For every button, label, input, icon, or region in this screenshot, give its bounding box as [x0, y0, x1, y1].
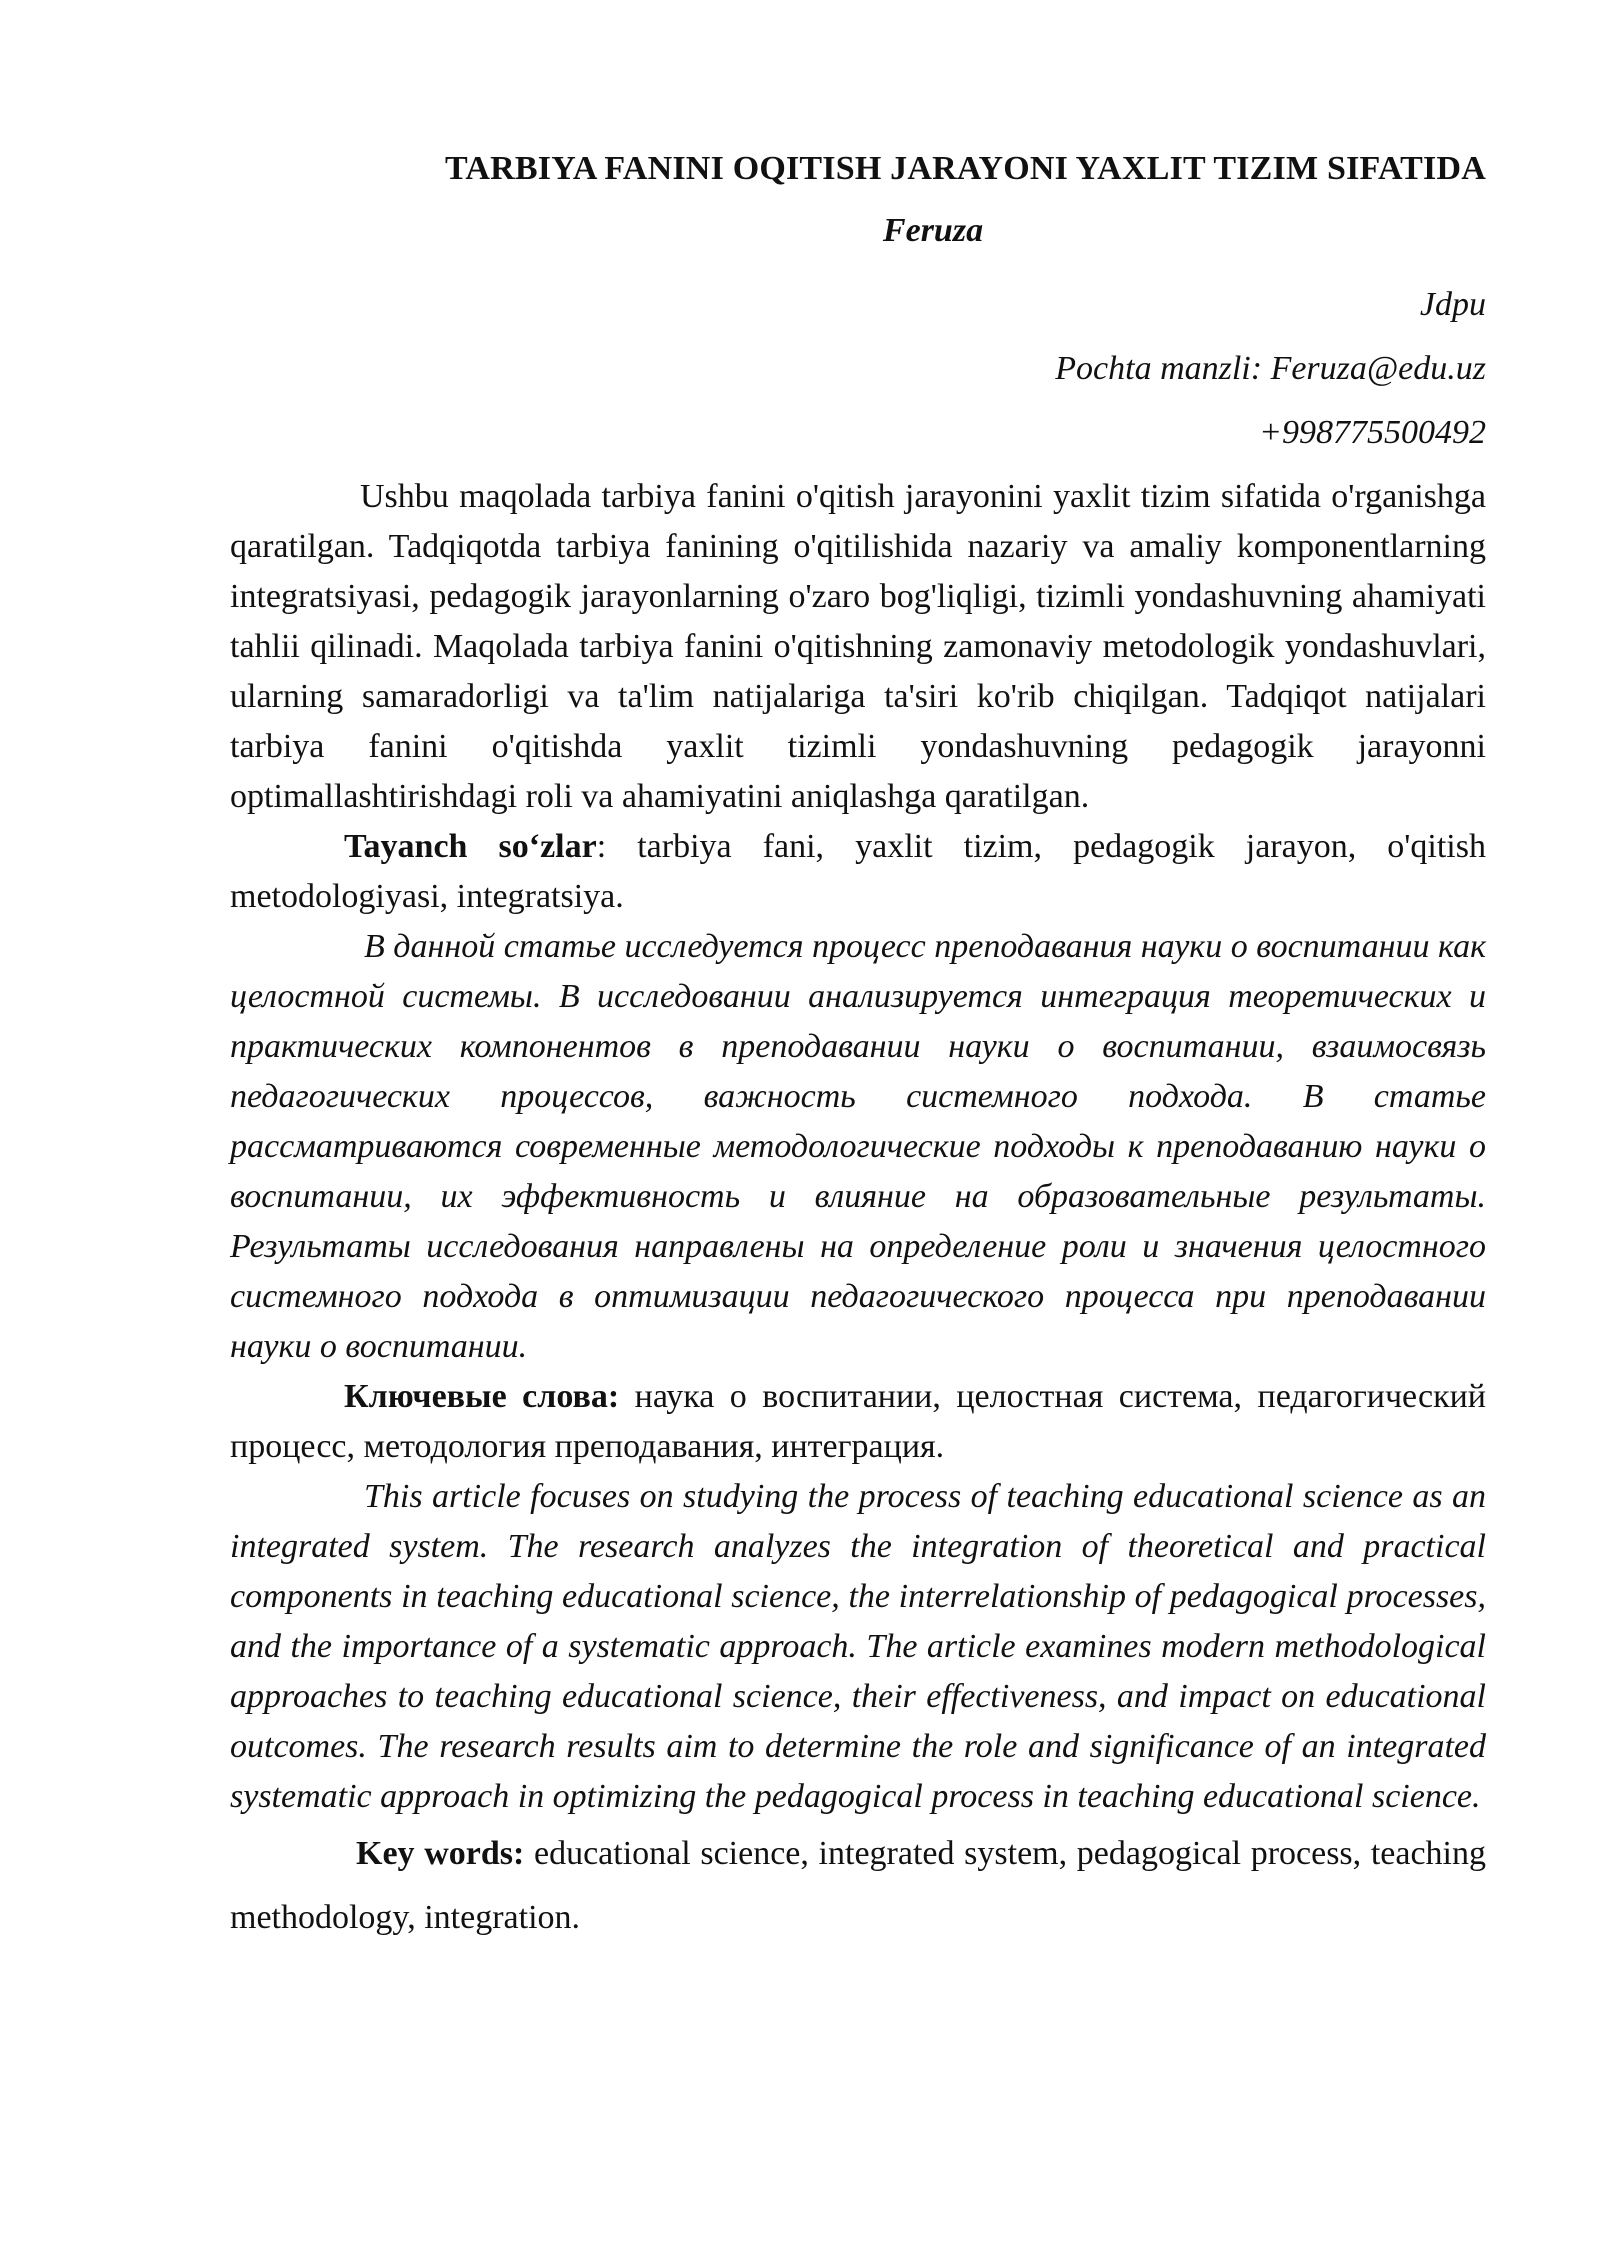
article-title: TARBIYA FANINI OQITISH JARAYONI YAXLIT TIZIM SIFATIDA: [445, 150, 1486, 187]
author-organization: Jdpu: [1419, 286, 1486, 323]
abstract-russian: В данной статье исследуется процесс преподавания науки о воспитании как целостной системы. В исследовании анализируется интеграция теоретических и практических компонентов в преподавании науки о воспитании, взаимосвязь педагогических процессов, важность системного подхода. В статье рассматриваются современные методологические подходы к преподаванию науки о воспитании, их эффективность и влияние на образовательные результаты. Результаты исследования направлены на определение роли и значения целостного системного подхода в оптимизации педагогического процесса при преподавании науки о воспитании.: [230, 928, 1486, 1365]
author-phone: +998775500492: [1259, 414, 1486, 451]
abstract-english: This article focuses on studying the process of teaching educational science as an integrated system. The research analyzes the integration of theoretical and practical components in teaching educational science, the interrelationship of pedagogical processes, and the importance of a systematic approach. The article examines modern methodological approaches to teaching educational science, their effectiveness, and impact on educational outcomes. The research results aim to determine the role and significance of an integrated systematic approach in optimizing the pedagogical process in teaching educational science.: [230, 1478, 1486, 1815]
keywords-english-label: Key words:: [356, 1835, 525, 1872]
author-email: Pochta manzli: Feruza@edu.uz: [1055, 350, 1486, 387]
keywords-russian-label: Ключевые слова:: [344, 1378, 620, 1415]
keywords-uzbek-list: : tarbiya fani, yaxlit tizim, pedagogik jarayon, o'qitish metodologiyasi, integratsiya.: [230, 828, 1486, 915]
keywords-uzbek: [230, 822, 1486, 922]
abstract-uzbek: Ushbu maqolada tarbiya fanini o'qitish jarayonini yaxlit tizim sifatida o'rganishga qaratilgan. Tadqiqotda tarbiya fanining o'qitilishida nazariy va amaliy komponentlarning integratsiyasi, pedagogik jarayonlarning o'zaro bog'liqligi, tizimli yondashuvning ahamiyati tahlii qilinadi. Maqolada tarbiya fanini o'qitishning zamonaviy metodologik yondashuvlari, ularning samaradorligi va ta'lim natijalariga ta'siri ko'rib chiqilgan. Tadqiqot natijalari tarbiya fanini o'qitishda yaxlit tizimli yondashuvning pedagogik jarayonni optimallashtirishdagi roli va ahamiyatini aniqlashga qaratilgan.: [230, 478, 1486, 815]
document-page: [230, 150, 1486, 1950]
keywords-english-list: educational science, integrated system, pedagogical process, teaching methodology, integration.: [230, 1835, 1486, 1936]
keywords-uzbek-label: Tayanch so‘zlar: [344, 828, 597, 865]
keywords-english: [230, 1822, 1486, 1950]
author-name: Feruza: [882, 212, 984, 249]
keywords-russian-list: наука о воспитании, целостная система, педагогический процесс, методология преподавания, интеграция.: [230, 1378, 1486, 1465]
keywords-russian: [230, 1372, 1486, 1472]
